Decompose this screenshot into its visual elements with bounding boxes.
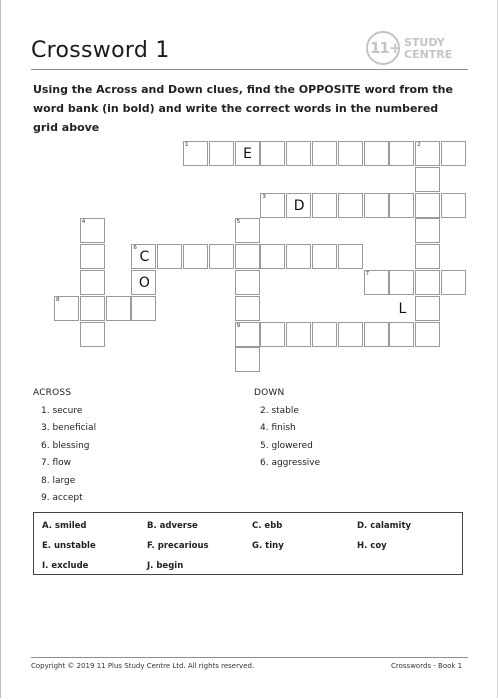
logo-text (404, 37, 452, 61)
grid-number: 9 (236, 322, 241, 329)
word-bank-item: G. tiny (252, 541, 284, 551)
word-bank-item: D. calamity (357, 521, 412, 531)
word-bank-item: J. begin (147, 561, 184, 571)
grid-cell[interactable] (80, 322, 105, 347)
grid-letter: C (139, 249, 150, 266)
grid-cell[interactable] (415, 270, 440, 295)
down-heading: DOWN (254, 388, 285, 398)
word-bank-item: A. smiled (42, 521, 87, 531)
grid-cell[interactable] (338, 322, 363, 347)
grid-cell[interactable] (209, 141, 234, 166)
grid-cell[interactable] (364, 193, 389, 218)
page-title: Crossword 1 (31, 38, 170, 63)
grid-number: 6 (133, 245, 137, 252)
grid-cell[interactable] (338, 141, 363, 166)
grid-cell[interactable] (415, 193, 440, 218)
grid-number: 3 (262, 193, 266, 200)
grid-cell[interactable] (131, 296, 156, 321)
across-clue: 8. large (41, 476, 76, 486)
grid-letter: E (243, 146, 253, 162)
grid-cell[interactable] (80, 296, 105, 321)
grid-cell[interactable] (260, 244, 285, 269)
study-centre-logo (366, 31, 466, 67)
word-bank-item: F. precarious (147, 541, 209, 551)
grid-cell[interactable] (235, 296, 260, 321)
grid-cell[interactable] (80, 270, 105, 295)
grid-cell[interactable] (312, 193, 337, 218)
grid-cell[interactable] (415, 167, 440, 192)
grid-cell[interactable] (441, 141, 466, 166)
logo-number: 11+ (370, 39, 401, 57)
logo-line1: STUDY (404, 36, 445, 49)
grid-number: 2 (417, 142, 421, 148)
across-clue: 1. secure (41, 406, 83, 416)
grid-cell[interactable] (312, 141, 337, 166)
grid-number: 1 (185, 142, 189, 148)
grid-cell[interactable] (183, 244, 208, 269)
grid-cell[interactable] (312, 244, 337, 269)
grid-cell[interactable] (389, 193, 414, 218)
word-bank (33, 512, 463, 575)
word-bank-item: E. unstable (42, 541, 96, 551)
grid-cell[interactable] (235, 347, 260, 372)
footer-book: Crosswords - Book 1 (391, 662, 463, 670)
grid-letter: L (398, 300, 407, 317)
grid-cell[interactable] (80, 244, 105, 269)
grid-cell[interactable] (389, 322, 414, 347)
grid-cell[interactable] (441, 193, 466, 218)
grid-cell[interactable] (415, 244, 440, 269)
grid-cell[interactable] (260, 141, 285, 166)
grid-letter: D (293, 197, 305, 214)
grid-cell[interactable] (338, 244, 363, 269)
down-clue: 4. finish (260, 423, 296, 433)
grid-cell[interactable] (157, 244, 182, 269)
grid-cell[interactable] (286, 141, 311, 166)
grid-cell[interactable] (286, 244, 311, 269)
grid-cell[interactable] (415, 218, 440, 243)
grid-cell[interactable] (415, 322, 440, 347)
across-clue: 6. blessing (41, 441, 90, 451)
grid-cell[interactable] (364, 322, 389, 347)
grid-cell[interactable] (312, 322, 337, 347)
across-heading: ACROSS (33, 388, 72, 398)
grid-cell[interactable] (389, 270, 414, 295)
grid-cell[interactable] (338, 193, 363, 218)
grid-number: 5 (236, 219, 241, 226)
footer-divider (31, 657, 468, 658)
grid-cell[interactable] (235, 270, 260, 295)
grid-cell[interactable] (389, 141, 414, 166)
grid-number: 7 (365, 271, 370, 277)
grid-number: 4 (81, 219, 86, 226)
word-bank-item: B. adverse (147, 521, 198, 531)
grid-cell[interactable] (209, 244, 234, 269)
grid-cell[interactable] (260, 322, 285, 347)
grid-cell[interactable] (441, 270, 466, 295)
across-clue: 3. beneficial (41, 423, 97, 433)
down-clue: 5. glowered (260, 441, 313, 451)
footer-copyright: Copyright © 2019 11 Plus Study Centre Ltd. All rights reserved. (31, 662, 255, 670)
word-bank-item: I. exclude (42, 561, 89, 571)
down-clue: 6. aggressive (260, 458, 321, 468)
across-clue: 9. accept (41, 493, 83, 503)
grid-letter: O (138, 275, 150, 291)
logo-line2: CENTRE (404, 48, 453, 61)
grid-cell[interactable] (364, 141, 389, 166)
word-bank-item: C. ebb (252, 521, 283, 531)
word-bank-item: H. coy (357, 541, 387, 551)
grid-cell[interactable] (235, 244, 260, 269)
across-clue: 7. flow (41, 458, 71, 468)
grid-number: 8 (56, 296, 60, 303)
down-clue: 2. stable (260, 406, 299, 416)
grid-cell[interactable] (286, 322, 311, 347)
instructions: Using the Across and Down clues, find the OPPOSITE word from the word bank (in bold) and write the correct words in the numbered grid above (33, 83, 453, 134)
title-divider (31, 69, 468, 70)
grid-cell[interactable] (415, 296, 440, 321)
grid-cell[interactable] (106, 296, 131, 321)
